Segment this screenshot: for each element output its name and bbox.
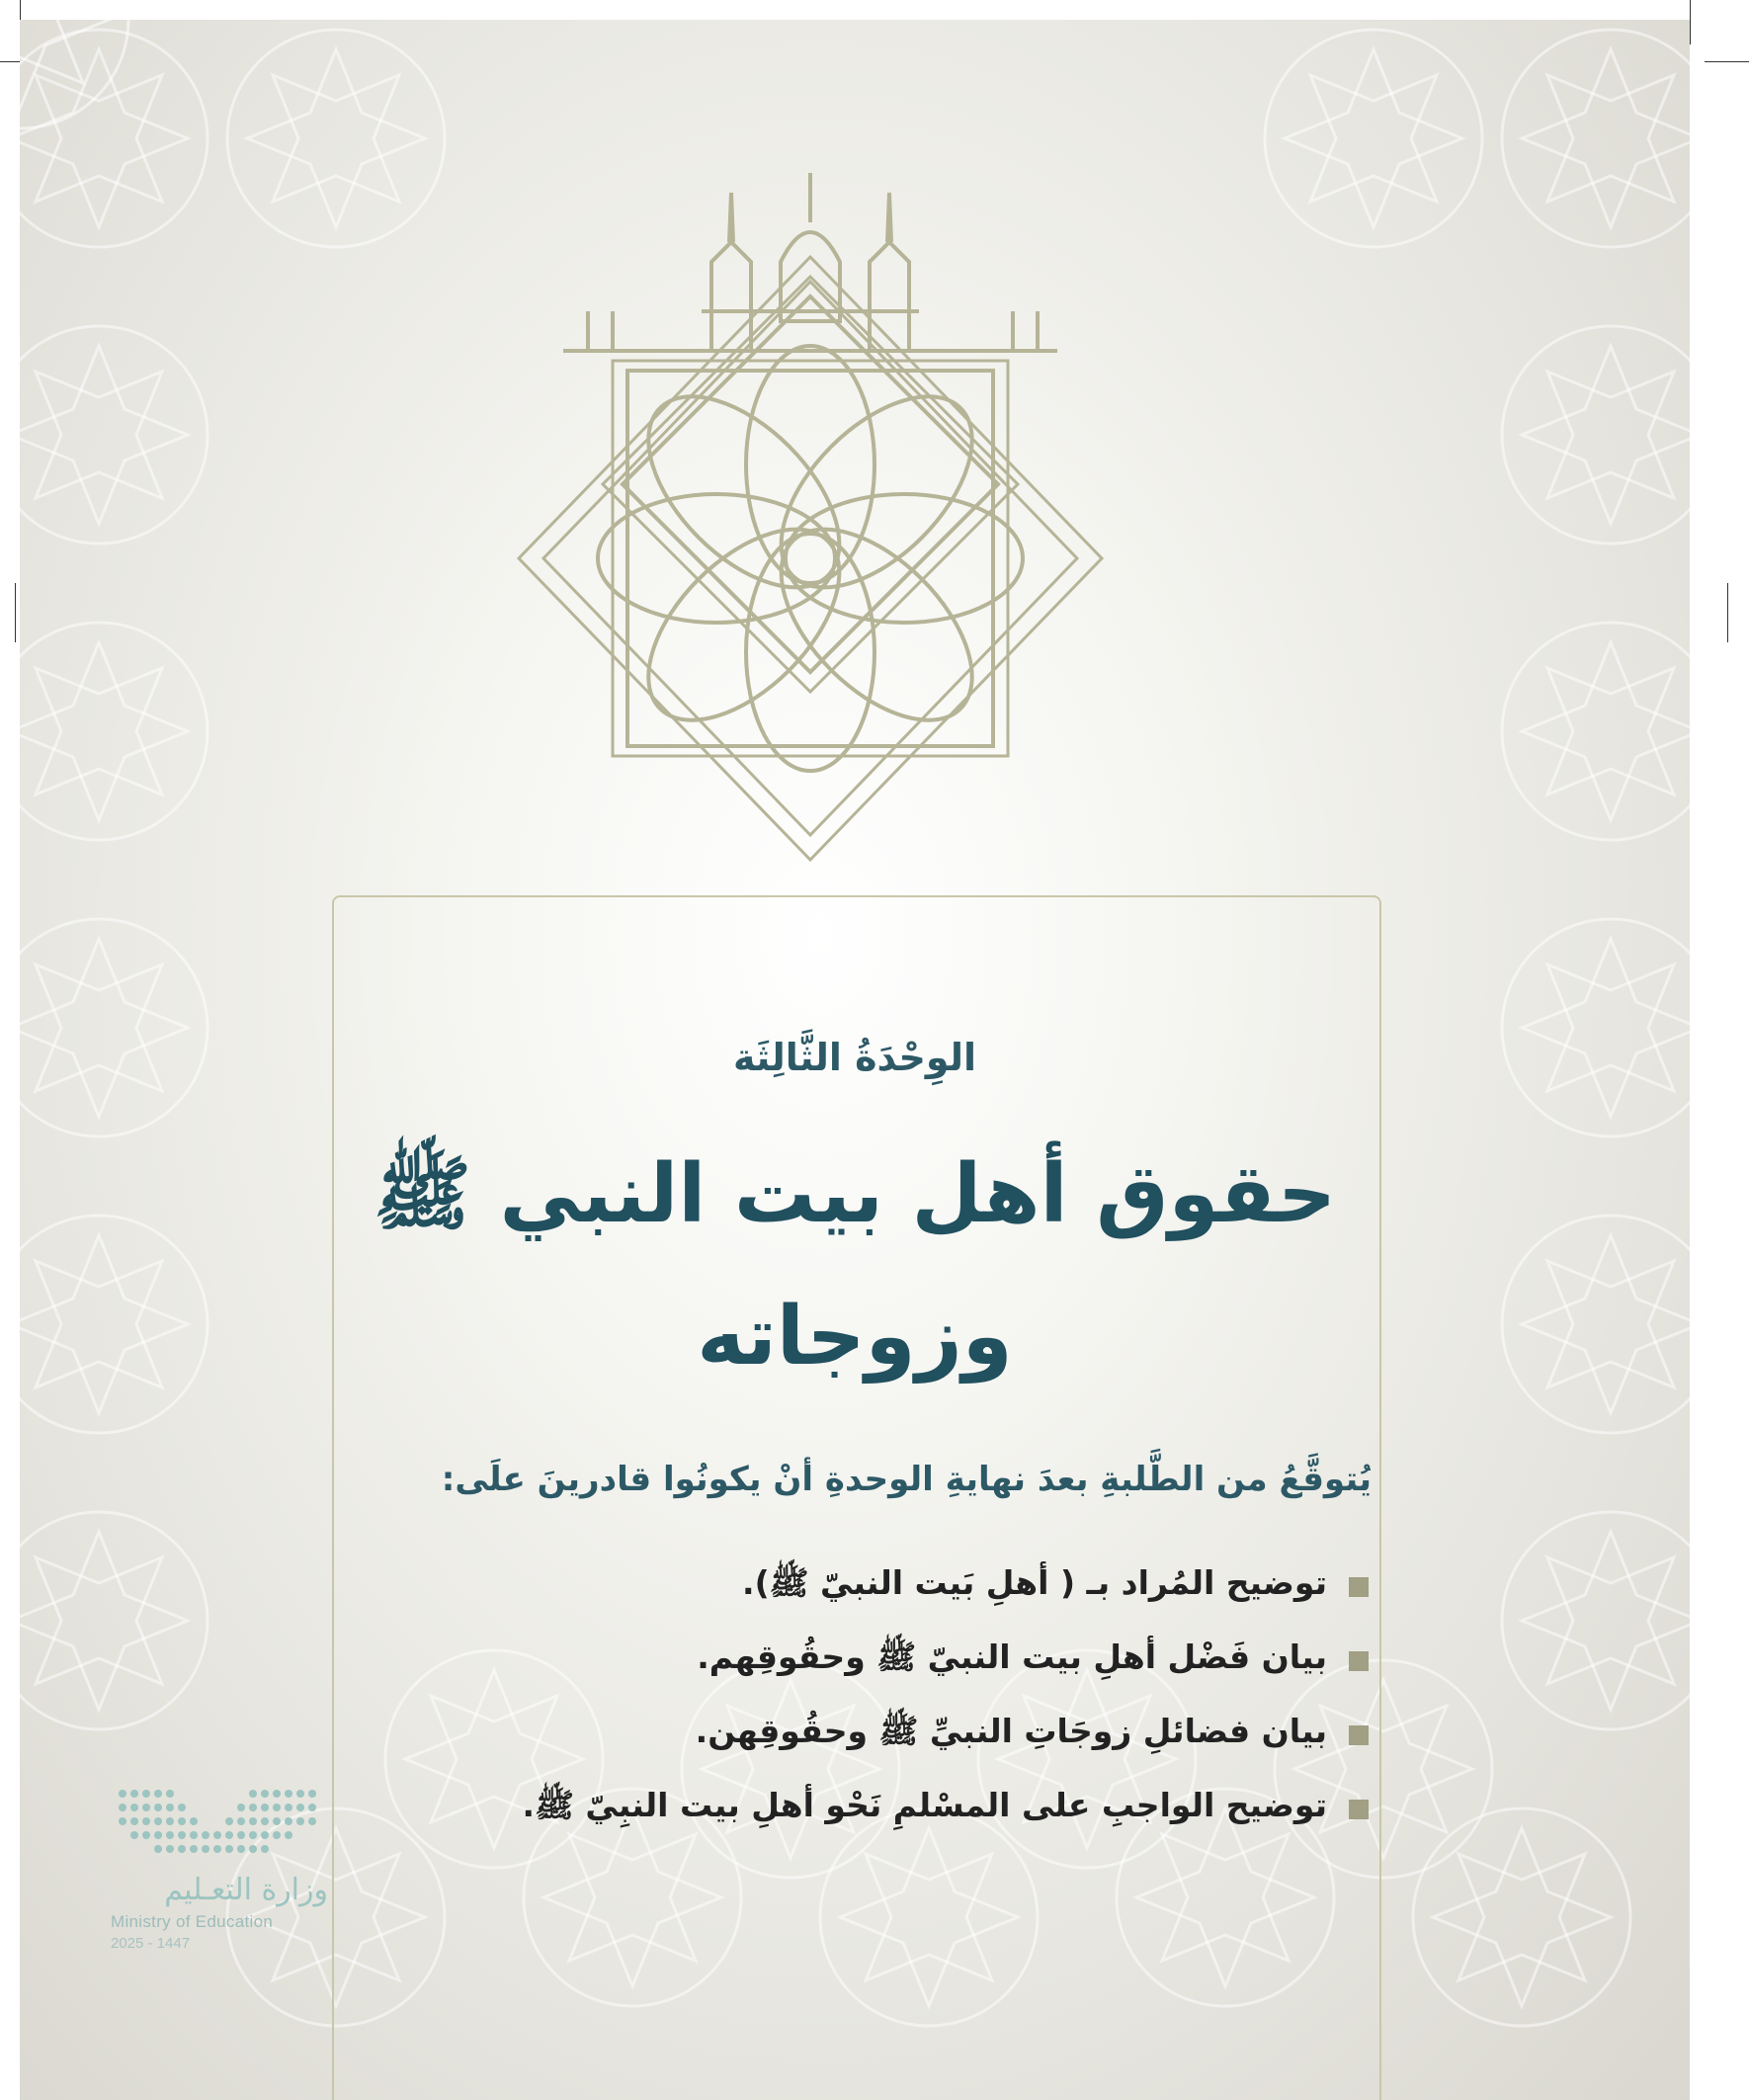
unit-label: الوِحْدَةُ الثَّالِثَة (732, 1036, 977, 1079)
ministry-dots-logo-icon (111, 1784, 348, 1868)
ministry-name-english: Ministry of Education (111, 1912, 274, 1931)
objective-text: بيان فضائلِ زوجَاتِ النبيِّ ﷺ وحقُوقِهن. (695, 1711, 1327, 1750)
objectives-list (336, 1550, 1369, 1846)
crop-mark (1690, 0, 1691, 44)
list-item (336, 1624, 1369, 1698)
square-bullet-icon (1349, 1800, 1369, 1819)
unit-title-line-1: حقوق أهل بيت النبي ﷺ (373, 1147, 1337, 1241)
crop-mark (1727, 583, 1728, 642)
list-item (336, 1772, 1369, 1846)
ministry-name-arabic: وزارة التعـليم (164, 1873, 328, 1907)
mosque-rosette-ornament-icon (464, 114, 1156, 983)
unit-title-line-2: وزوجاته (697, 1290, 1013, 1384)
cover-page (20, 20, 1690, 2100)
ministry-logo (111, 1784, 348, 1952)
square-bullet-icon (1349, 1725, 1369, 1745)
objective-text: توضيح الواجبِ على المسْلمِ نَحْو أهلِ بيت النبِيّ ﷺ. (522, 1785, 1327, 1824)
ministry-year: 2025 - 1447 (111, 1935, 191, 1952)
crop-mark (15, 583, 16, 642)
list-item (336, 1698, 1369, 1772)
list-item (336, 1550, 1369, 1624)
square-bullet-icon (1349, 1651, 1369, 1671)
objective-text: بيان فَضْل أهلِ بيت النبيّ ﷺ وحقُوقِهم. (697, 1637, 1327, 1676)
crop-mark (1705, 61, 1749, 62)
objective-text: توضيح المُراد بـ ( أهلِ بَيت النبيّ ﷺ). (742, 1562, 1327, 1602)
objectives-intro: يُتوقَّعُ من الطَّلبةِ بعدَ نهايةِ الوحدةِ أنْ يكونُوا قادرينَ علَى: (441, 1460, 1372, 1499)
square-bullet-icon (1349, 1577, 1369, 1597)
